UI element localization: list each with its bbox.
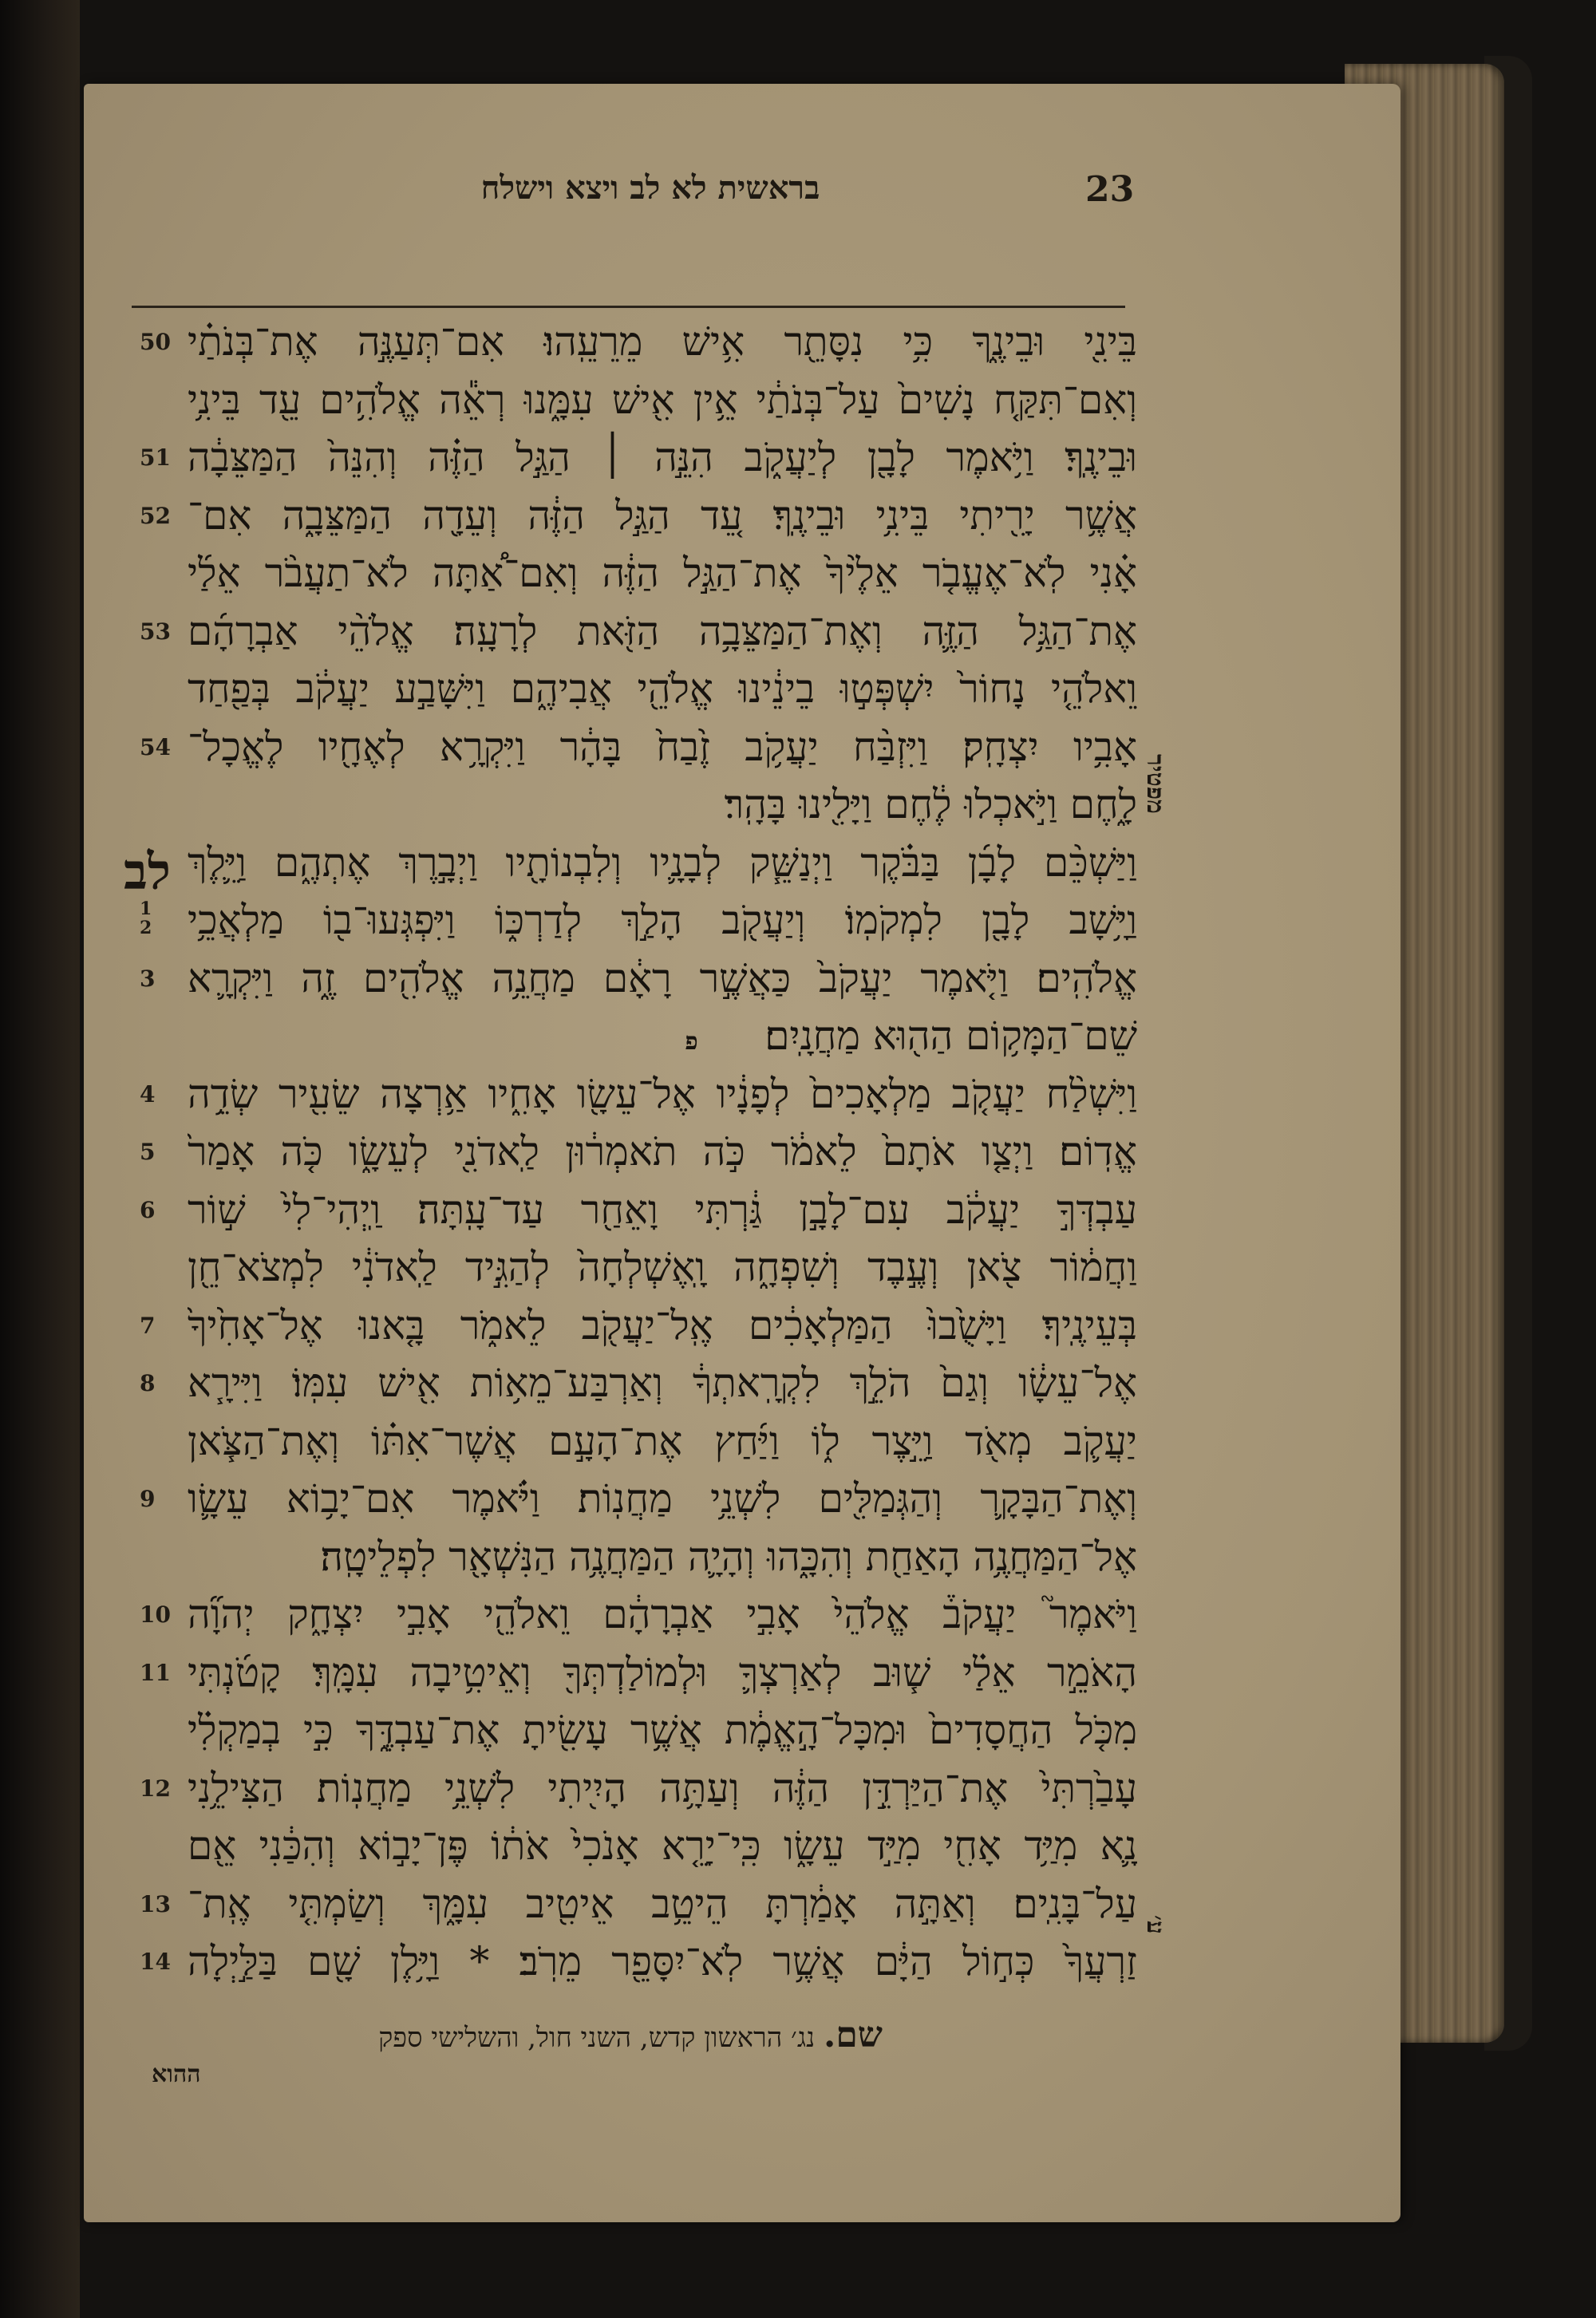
text-line-content: עַל־בָּנִֽים׃ וְאַתָּ֣ה אָמַ֔רְתָּ הֵיטֵ֥ב אֵיטִ֖יב עִמָּ֑ךְ וְשַׂמְתִּ֤י אֶֽת־ [188, 1880, 1137, 1927]
text-line-content: מִכֹּ֤ל הַחֲסָדִים֙ וּמִכָּל־הָ֣אֱמֶ֔ת אֲשֶׁ֥ר עָשִׂ֖יתָ אֶת־עַבְדֶּ֑ךָ כִּ֣י בְמַקְלִ֗י [188, 1707, 1137, 1753]
text-line-content: וַיַּשְׁכֵּ֨ם לָבָ֜ן בַּבֹּ֗קֶר וַיְנַשֵּׁ֧ק לְבָנָ֛יו וְלִבְנוֹתָ֖יו וַיְבָ֣רֶךְ אֶתְהֶ֑ם וַיֵּ֛לֶךְ [188, 839, 1137, 886]
text-line-content: אֶת־הַגַּ֥ל הַזֶּ֛ה וְאֶת־הַמַּצֵּבָ֥ה הַזֹּ֖את לְרָעָֽה׃ אֱלֹהֵ֨י אַבְרָהָ֜ם [188, 607, 1137, 654]
verse-number: 11 [140, 1659, 171, 1686]
verse-number: 7 [140, 1312, 156, 1339]
text-line [188, 487, 1137, 545]
text-line [188, 834, 1137, 892]
text-line [188, 1065, 1137, 1123]
text-line-content: וַיֹּאמֶר֮ יַעֲקֹב֒ אֱלֹהֵי֙ אָבִ֣י אַבְרָהָ֔ם וֵאלֹהֵ֖י אָבִ֣י יִצְחָ֑ק יְהוָ֞ה [188, 1591, 1137, 1637]
header-rule [132, 306, 1125, 308]
verse-number: 50 [140, 329, 171, 355]
chapter-mark: לב [124, 843, 171, 901]
verse-number: 12 [140, 1775, 171, 1802]
text-line-content: וַיִּשְׁלַ֨ח יַעֲקֹ֤ב מַלְאָכִים֙ לְפָנָ֔יו אֶל־עֵשָׂ֖ו אָחִ֑יו אַ֥רְצָה שֵׂעִ֖יר שְׂדֵ֥ה [188, 1070, 1137, 1117]
text-line-content: אֱדֽוֹם׃ וַיְצַ֤ו אֹתָם֙ לֵאמֹ֔ר כֹּ֣ה תֹאמְר֔וּן לַֽאדֹנִ֖י לְעֵשָׂ֑ו כֹּ֤ה אָמַר֙ [188, 1128, 1137, 1175]
text-line-content: לָ֑חֶם וַיֹּ֣אכְלוּ לֶ֔חֶם וַיָּלִ֖ינוּ בָּהָֽר׃ [724, 781, 1137, 827]
text-line-content: אָ֗נִי לֹֽא־אֶעֱבֹ֤ר אֵלֶ֙יךָ֙ אֶת־הַגַּ֣ל הַזֶּ֔ה וְאִם־אַ֠תָּה לֹא־תַעֲבֹ֨ר אֵלַ֜י [188, 550, 1137, 596]
text-line [188, 1297, 1137, 1355]
text-line-content: וֵאלֹהֵ֤י נָחוֹר֙ יִשְׁפְּט֣וּ בֵינֵ֔ינוּ אֱלֹהֵ֖י אֲבִיהֶ֑ם וַיִּשָּׁבַ֣ע יַעֲקֹ֔ב בְּפַ֖חַד [188, 665, 1137, 712]
text-line-content: אֱלֹהִֽים׃ וַיֹּ֤אמֶר יַעֲקֹב֙ כַּאֲשֶׁ֣ר רָאָ֔ם מַחֲנֵ֥ה אֱלֹהִ֖ים זֶ֑ה וַיִּקְרָ֛א [188, 954, 1137, 1001]
text-line [188, 718, 1137, 776]
text-line [188, 660, 1137, 718]
text-line [188, 1933, 1137, 1991]
text-line [188, 1238, 1137, 1297]
text-line-content: עַבְדְּךָ֣ יַעֲקֹ֔ב עִם־לָבָ֣ן גַּ֔רְתִּי וָאֵחַ֖ר עַד־עָֽתָּה׃ וַֽיְהִי־לִי֙ שׁ֣וֹר [188, 1186, 1137, 1233]
text-line [188, 1470, 1137, 1528]
text-line [188, 950, 1137, 1008]
verse-number: 10 [140, 1601, 171, 1628]
text-line-content: נָ֛א מִיַּ֥ד אָחִ֖י מִיַּ֣ד עֵשָׂ֑ו כִּֽי־יָרֵ֤א אָנֹכִי֙ אֹת֔וֹ פֶּן־יָב֣וֹא וְהִכַּ֔נִי אֵ֖ם [188, 1822, 1137, 1869]
verse-number: 54 [140, 733, 171, 760]
text-line-content: יַעֲקֹ֛ב מְאֹ֖ד וַיֵּ֣צֶר ל֑וֹ וַיַּ֜חַץ אֶת־הָעָ֣ם אֲשֶׁר־אִתּ֗וֹ וְאֶת־הַצֹּ֧אן [188, 1417, 1137, 1464]
text-line-content: וְאִם־תִּקַּ֤ח נָשִׁים֙ עַל־בְּנֹתַ֔י אֵ֥ין אִ֖ישׁ עִמָּ֑נוּ רְאֵ֕ה אֱלֹהִ֥ים עֵ֖ד בֵּינִ֥י [188, 376, 1137, 423]
text-line-content: וּבֵינֶֽךָ׃ וַיֹּ֥אמֶר לָבָ֖ן לְיַעֲקֹ֑ב הִנֵּ֣ה ׀ הַגַּ֣ל הַזֶּ֗ה וְהִנֵּה֙ הַמַּצֵּבָ֔ה [188, 434, 1137, 480]
text-line [188, 544, 1137, 602]
verse-number: 53 [140, 618, 171, 645]
text-line-content: עָבַ֙רְתִּי֙ אֶת־הַיַּרְדֵּ֣ן הַזֶּ֔ה וְעַתָּ֥ה הָיִ֖יתִי לִשְׁנֵ֥י מַחֲנֽוֹת׃ הַצִּילֵ֥נִי [188, 1764, 1137, 1811]
footnote-text: נג׳ הראשון קדש, השני חול, והשלישי ספק [378, 2022, 816, 2054]
verse-number: 5 [140, 1139, 156, 1165]
text-line-content: אֲשֶׁ֥ר יָרִ֖יתִי בֵּינִ֥י וּבֵינֶֽךָ׃ עֵ֚ד הַגַּ֣ל הַזֶּ֔ה וְעֵדָ֖ה הַמַּצֵּבָ֑ה אִם־ [188, 492, 1137, 539]
verse-number: 13 [140, 1890, 171, 1917]
running-title: בראשית לא לב ויצא וישלח [480, 169, 820, 207]
footnote [303, 2015, 958, 2055]
verse-number: 3 [140, 965, 156, 992]
verse-number: 8 [140, 1370, 156, 1396]
petucha-mark: פ [685, 1028, 765, 1056]
text-body [188, 313, 1137, 1991]
text-line [188, 428, 1137, 487]
text-line [188, 1875, 1137, 1933]
text-line-content: זַרְעֲךָ֙ כְּח֣וֹל הַיָּ֔ם אֲשֶׁ֥ר לֹֽא־יִסָּפֵ֖ר מֵרֹֽב׃ * וַיָּ֥לֶן שָׁ֖ם בַּלַּ֣יְלָה [188, 1938, 1137, 1984]
text-line [188, 1759, 1137, 1818]
text-line-content: אָבִ֥יו יִצְחָֽק׃ וַיִּזְבַּ֨ח יַעֲקֹ֥ב זֶ֙בַח֙ בָּהָ֔ר וַיִּקְרָ֥א לְאֶחָ֖יו לֶאֱכָל־ [188, 723, 1137, 770]
text-line [188, 776, 1137, 834]
text-line-content: וַיָּ֥שָׁב לָבָ֖ן לִמְקֹמֽוֹ׃ וְיַעֲקֹ֖ב הָלַ֣ךְ לְדַרְכּ֑וֹ וַיִּפְגְּעוּ־ב֖וֹ מַלְאֲכֵ֥י [188, 897, 1137, 943]
text-line-content: וְאֶת־הַבָּקָ֛ר וְהַגְּמַלִּ֖ים לִשְׁנֵ֥י מַחֲנֽוֹת׃ וַיֹּ֗אמֶר אִם־יָב֥וֹא עֵשָׂ֛ו [188, 1475, 1137, 1522]
footnote-key: שם. [824, 2015, 883, 2055]
text-line [188, 891, 1137, 950]
text-line [188, 1528, 1137, 1586]
text-line [188, 602, 1137, 661]
text-line [188, 371, 1137, 429]
text-line [188, 1354, 1137, 1412]
text-line [188, 1585, 1137, 1644]
text-line-content: בֵּינִ֖י וּבֵינֶ֑ךָ כִּ֥י נִסָּתֵ֖ר אִ֥ישׁ מֵרֵעֵֽהוּ׃ אִם־תְּעַנֶּ֣ה אֶת־בְּנֹתַ֗י [188, 318, 1137, 365]
verse-number: 9 [140, 1486, 156, 1512]
text-line [188, 1644, 1137, 1702]
verse-number: 14 [140, 1949, 171, 1975]
page-number: 23 [1085, 169, 1135, 210]
text-line [188, 1701, 1137, 1759]
text-line-content: בְּעֵינֶֽיךָ׃ וַיָּשֻׁ֙בוּ֙ הַמַּלְאָכִ֔ים אֶֽל־יַעֲקֹ֖ב לֵאמֹ֑ר בָּ֤אנוּ אֶל־אָחִ֙יךָ֙ [188, 1301, 1137, 1349]
text-line-content: הָאֹמֵ֣ר אֵלַ֗י שׁ֧וּב לְאַרְצְךָ֛ וּלְמוֹלַדְתְּךָ֖ וְאֵיטִ֥יבָה עִמָּֽךְ׃ קָטֹ֜נְתִּי [188, 1649, 1137, 1696]
ten-side-note: ע׳ [1141, 1915, 1169, 1934]
verse-number: 1 2 [140, 898, 152, 938]
book-binding [0, 0, 80, 2318]
text-line [188, 1123, 1137, 1181]
text-line-content: אֶל־עֵשָׂ֔ו וְגַם֙ הֹלֵ֣ךְ לִקְרָֽאתְךָ֔ וְאַרְבַּע־מֵא֥וֹת אִ֖ישׁ עִמּֽוֹ׃ וַיִּירָ֧א [188, 1360, 1137, 1406]
maftir-side-note: מפטיר [1141, 754, 1169, 814]
text-line-content: אֶל־הַמַּחֲנֶ֥ה הָאַחַ֖ת וְהִכָּ֑הוּ וְהָיָ֛ה הַמַּחֲנֶ֥ה הַנִּשְׁאָ֖ר לִפְלֵיטָֽה׃ [320, 1533, 1137, 1580]
text-line-content: שֵׁם־הַמָּק֥וֹם הַה֖וּא מַחֲנָֽיִם׃ [764, 1013, 1137, 1059]
verse-number: 52 [140, 502, 171, 529]
verse-number: 6 [140, 1196, 156, 1223]
catchword: ההוא [152, 2060, 201, 2088]
text-line [188, 1817, 1137, 1875]
text-line [188, 313, 1137, 371]
text-line [188, 1007, 1137, 1065]
text-line [188, 1181, 1137, 1239]
text-line [188, 1412, 1137, 1471]
verse-number: 51 [140, 444, 171, 471]
verse-number: 4 [140, 1080, 156, 1108]
text-line-content: וַחֲמ֔וֹר צֹ֖אן וְעֶ֣בֶד וְשִׁפְחָ֑ה וָֽאֶשְׁלְחָה֙ לְהַגִּ֣יד לַֽאדֹנִ֔י לִמְצֹא־חֵ֖ן [188, 1244, 1137, 1290]
